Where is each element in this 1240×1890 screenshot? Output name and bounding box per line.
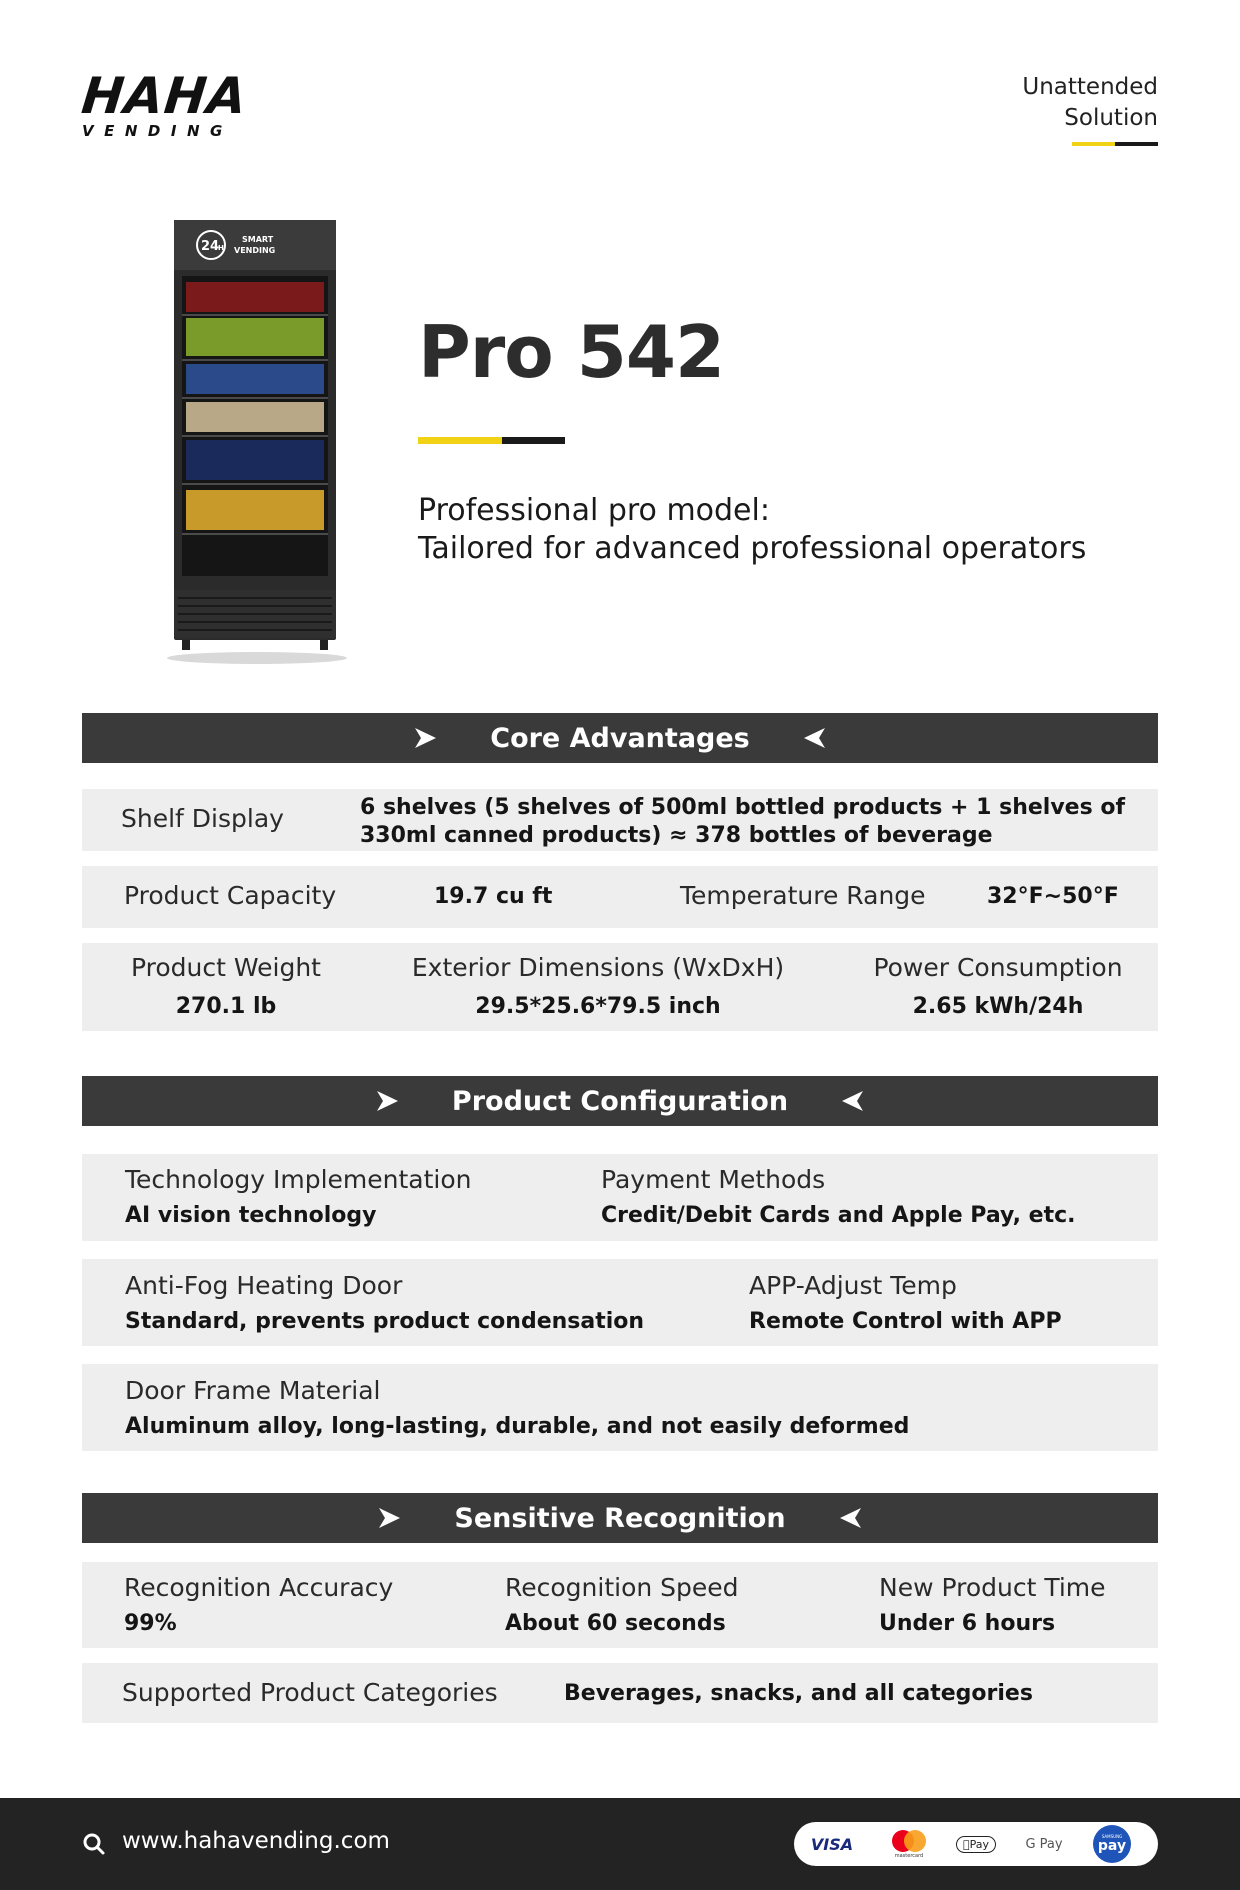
arrow-right-icon bbox=[412, 725, 438, 751]
section-title: Sensitive Recognition bbox=[454, 1502, 786, 1534]
app-value: Remote Control with APP bbox=[749, 1309, 1062, 1334]
samsung-pay-logo: SAMSUNG pay bbox=[1092, 1822, 1132, 1866]
payment-value: Credit/Debit Cards and Apple Pay, etc. bbox=[601, 1203, 1076, 1228]
tech-label: Technology Implementation bbox=[125, 1165, 472, 1194]
row-capacity-temp bbox=[82, 866, 1158, 928]
shelf-value bbox=[360, 794, 1125, 850]
dims-label: Exterior Dimensions (WxDxH) bbox=[411, 953, 785, 982]
logo-sub-text: VENDING bbox=[82, 122, 233, 140]
temp-label: Temperature Range bbox=[680, 881, 926, 910]
newtime-label: New Product Time bbox=[879, 1573, 1106, 1602]
row-shelf-display bbox=[82, 789, 1158, 851]
accuracy-label: Recognition Accuracy bbox=[124, 1573, 394, 1602]
newtime-value: Under 6 hours bbox=[879, 1611, 1056, 1636]
section-core-advantages bbox=[82, 713, 1158, 763]
tagline bbox=[1022, 72, 1158, 134]
tagline-line-1: Unattended bbox=[1022, 74, 1158, 100]
badge-line-1: SMART bbox=[242, 235, 274, 244]
weight-value: 270.1 lb bbox=[175, 994, 277, 1019]
payment-methods bbox=[794, 1822, 1158, 1866]
product-title: Pro 542 bbox=[418, 310, 725, 394]
frame-label: Door Frame Material bbox=[125, 1376, 381, 1405]
badge-line-2: VENDING bbox=[234, 246, 276, 255]
arrow-right-icon bbox=[374, 1088, 400, 1114]
section-sensitive-recognition bbox=[82, 1493, 1158, 1543]
row-recognition-metrics bbox=[82, 1562, 1158, 1648]
tagline-line-2: Solution bbox=[1064, 105, 1158, 131]
subtitle-line-1: Professional pro model: bbox=[418, 493, 770, 528]
capacity-value: 19.7 cu ft bbox=[434, 884, 553, 909]
categories-label: Supported Product Categories bbox=[122, 1678, 498, 1707]
capacity-label: Product Capacity bbox=[124, 881, 337, 910]
tech-value: AI vision technology bbox=[125, 1203, 377, 1228]
app-label: APP-Adjust Temp bbox=[749, 1271, 957, 1300]
mastercard-logo: mastercard bbox=[884, 1822, 934, 1866]
speed-label: Recognition Speed bbox=[505, 1573, 739, 1602]
section-title: Core Advantages bbox=[490, 722, 750, 754]
visa-logo: VISA bbox=[810, 1834, 854, 1854]
logo-main-text: HAHA bbox=[78, 67, 251, 125]
shelf-label: Shelf Display bbox=[121, 804, 284, 833]
weight-label: Product Weight bbox=[131, 953, 321, 982]
row-antifog-app bbox=[82, 1259, 1158, 1346]
arrow-left-icon bbox=[802, 725, 828, 751]
shelf-value-line-1: 6 shelves (5 shelves of 500ml bottled products + 1 shelves of bbox=[360, 795, 1126, 820]
speed-value: About 60 seconds bbox=[505, 1611, 726, 1636]
footer bbox=[0, 1798, 1240, 1890]
brand-logo bbox=[78, 67, 251, 140]
tagline-accent-bar bbox=[1072, 142, 1158, 146]
website-link[interactable]: www.hahavending.com bbox=[122, 1828, 390, 1854]
row-weight-dims-power bbox=[82, 943, 1158, 1031]
shelf-value-line-2: 330ml canned products) ≈ 378 bottles of beverage bbox=[360, 823, 993, 848]
power-value: 2.65 kWh/24h bbox=[912, 994, 1084, 1019]
temp-value: 32°F~50°F bbox=[987, 884, 1119, 909]
arrow-left-icon bbox=[838, 1505, 864, 1531]
badge-24: 24 bbox=[201, 239, 220, 254]
dims-value: 29.5*25.6*79.5 inch bbox=[475, 994, 721, 1019]
frame-value: Aluminum alloy, long-lasting, durable, and not easily deformed bbox=[125, 1414, 910, 1439]
section-product-configuration bbox=[82, 1076, 1158, 1126]
badge-h: H bbox=[218, 244, 224, 252]
google-pay-logo: G Pay bbox=[1025, 1836, 1063, 1852]
arrow-left-icon bbox=[840, 1088, 866, 1114]
apple-pay-logo: Pay bbox=[954, 1822, 998, 1866]
power-label: Power Consumption bbox=[873, 953, 1123, 982]
search-icon bbox=[82, 1832, 106, 1856]
row-categories bbox=[82, 1663, 1158, 1723]
vending-machine-image bbox=[162, 218, 352, 668]
section-title: Product Configuration bbox=[451, 1085, 789, 1117]
antifog-value: Standard, prevents product condensation bbox=[125, 1309, 645, 1334]
categories-value: Beverages, snacks, and all categories bbox=[564, 1681, 1033, 1706]
arrow-right-icon bbox=[376, 1505, 402, 1531]
product-subtitle bbox=[418, 492, 1086, 568]
row-tech-payment bbox=[82, 1154, 1158, 1241]
antifog-label: Anti-Fog Heating Door bbox=[125, 1271, 403, 1300]
accuracy-value: 99% bbox=[124, 1611, 177, 1636]
row-door-frame bbox=[82, 1364, 1158, 1451]
payment-label: Payment Methods bbox=[601, 1165, 826, 1194]
subtitle-line-2: Tailored for advanced professional operators bbox=[418, 531, 1087, 566]
title-accent-bar bbox=[418, 437, 565, 444]
